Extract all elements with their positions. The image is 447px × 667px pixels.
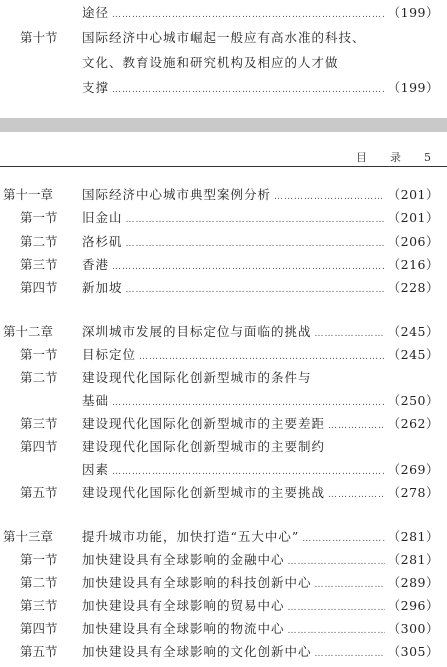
section-label: 第四节 xyxy=(20,621,58,636)
entry-title: 国际经济中心城市崛起一般应有高水准的科技、 xyxy=(82,30,366,45)
entry-title: 国际经济中心城市典型案例分析 xyxy=(82,187,272,202)
page-number: （281） xyxy=(387,552,439,567)
page-number: （199） xyxy=(387,5,439,20)
page-number: （300） xyxy=(387,621,439,636)
leader-dots xyxy=(328,484,385,506)
page-number: （262） xyxy=(387,416,439,431)
toc-entry xyxy=(0,641,447,663)
toc-entry xyxy=(0,595,447,617)
toc-entry xyxy=(0,482,447,504)
entry-title: 深圳城市发展的目标定位与面临的挑战 xyxy=(82,324,312,339)
entry-title: 建设现代化国际化创新型城市的主要差距 xyxy=(82,416,326,431)
toc-entry-continuation xyxy=(0,390,447,412)
leader-dots xyxy=(126,209,385,231)
leader-dots xyxy=(126,233,385,255)
page-number: （245） xyxy=(387,347,439,362)
running-head: 目 录 5 xyxy=(356,151,437,164)
entry-title: 新加坡 xyxy=(82,280,123,295)
page-number: （281） xyxy=(387,529,439,544)
section-label: 第二节 xyxy=(20,234,58,249)
page-number: （296） xyxy=(387,598,439,613)
page-number: （201） xyxy=(387,187,439,202)
chapter-entry xyxy=(0,184,447,206)
section-label: 第四节 xyxy=(20,439,58,454)
leader-dots xyxy=(112,79,385,101)
entry-title: 文化、教育设施和研究机构及相应的人才做 xyxy=(82,55,339,70)
leader-dots xyxy=(112,392,385,414)
leader-dots xyxy=(112,4,385,26)
section-label: 第五节 xyxy=(20,485,58,500)
toc-entry xyxy=(0,344,447,366)
toc-entry-continuation xyxy=(0,459,447,481)
section-label: 第三节 xyxy=(20,598,58,613)
toc-entry xyxy=(0,549,447,571)
toc-entry-continuation xyxy=(0,52,447,74)
entry-title: 基础 xyxy=(82,393,110,408)
previous-page-fragment xyxy=(0,0,447,132)
toc-entry xyxy=(0,572,447,594)
page-number: （305） xyxy=(387,644,439,659)
page-separator xyxy=(0,118,447,132)
toc-entry xyxy=(0,231,447,253)
entry-title: 加快建设具有全球影响的文化创新中心 xyxy=(82,644,312,659)
toc-entry xyxy=(0,254,447,276)
entry-title: 建设现代化国际化创新型城市的条件与 xyxy=(82,370,312,385)
toc-entry xyxy=(0,207,447,229)
entry-title: 加快建设具有全球影响的物流中心 xyxy=(82,621,285,636)
chapter-label: 第十三章 xyxy=(3,529,54,544)
leader-dots xyxy=(328,415,385,437)
toc-entry xyxy=(0,27,447,49)
entry-title: 建设现代化国际化创新型城市的主要挑战 xyxy=(82,485,326,500)
page-number: （201） xyxy=(387,210,439,225)
entry-title: 加快建设具有全球影响的科技创新中心 xyxy=(82,575,312,590)
toc-entry xyxy=(0,413,447,435)
entry-title: 加快建设具有全球影响的贸易中心 xyxy=(82,598,285,613)
chapter-label: 第十二章 xyxy=(3,324,54,339)
chapter-label: 第十一章 xyxy=(3,187,54,202)
leader-dots xyxy=(315,574,385,596)
section-label: 第三节 xyxy=(20,416,58,431)
entry-title: 目标定位 xyxy=(82,347,137,362)
entry-title: 旧金山 xyxy=(82,210,123,225)
leader-dots xyxy=(288,551,385,573)
toc-entry xyxy=(0,2,447,24)
leader-dots xyxy=(315,643,385,665)
toc-entry xyxy=(0,618,447,640)
leader-dots xyxy=(139,346,385,368)
section-label: 第二节 xyxy=(20,575,58,590)
page-number: （206） xyxy=(387,234,439,249)
toc-entry-continuation xyxy=(0,77,447,99)
section-label: 第一节 xyxy=(20,210,58,225)
toc-entry xyxy=(0,436,447,458)
section-label: 第二节 xyxy=(20,370,58,385)
entry-title: 支撑 xyxy=(82,80,110,95)
page-number: （199） xyxy=(387,80,439,95)
page-number: （269） xyxy=(387,462,439,477)
header-rule xyxy=(0,166,447,167)
chapter-entry xyxy=(0,321,447,343)
toc-entry xyxy=(0,277,447,299)
section-label: 第三节 xyxy=(20,257,58,272)
leader-dots xyxy=(112,256,385,278)
chapter-entry xyxy=(0,526,447,548)
entry-title: 香港 xyxy=(82,257,110,272)
entry-title: 加快建设具有全球影响的金融中心 xyxy=(82,552,285,567)
section-label: 第四节 xyxy=(20,280,58,295)
entry-title: 提升城市功能，加快打造“五大中心” xyxy=(82,529,300,544)
toc-entry xyxy=(0,367,447,389)
page-number: （216） xyxy=(387,257,439,272)
page-number: （289） xyxy=(387,575,439,590)
leader-dots xyxy=(288,597,385,619)
entry-title: 洛杉矶 xyxy=(82,234,123,249)
page-number: （228） xyxy=(387,280,439,295)
section-label: 第五节 xyxy=(20,644,58,659)
leader-dots xyxy=(274,186,385,208)
page-number: （250） xyxy=(387,393,439,408)
entry-title: 建设现代化国际化创新型城市的主要制约 xyxy=(82,439,326,454)
leader-dots xyxy=(315,323,385,345)
entry-title: 因素 xyxy=(82,462,110,477)
page-number: （278） xyxy=(387,485,439,500)
entry-title: 途径 xyxy=(82,5,110,20)
leader-dots xyxy=(288,620,385,642)
leader-dots xyxy=(302,528,384,550)
section-label: 第十节 xyxy=(20,30,58,45)
leader-dots xyxy=(126,279,385,301)
section-label: 第一节 xyxy=(20,552,58,567)
section-label: 第一节 xyxy=(20,347,58,362)
leader-dots xyxy=(112,461,385,483)
page-number: （245） xyxy=(387,324,439,339)
